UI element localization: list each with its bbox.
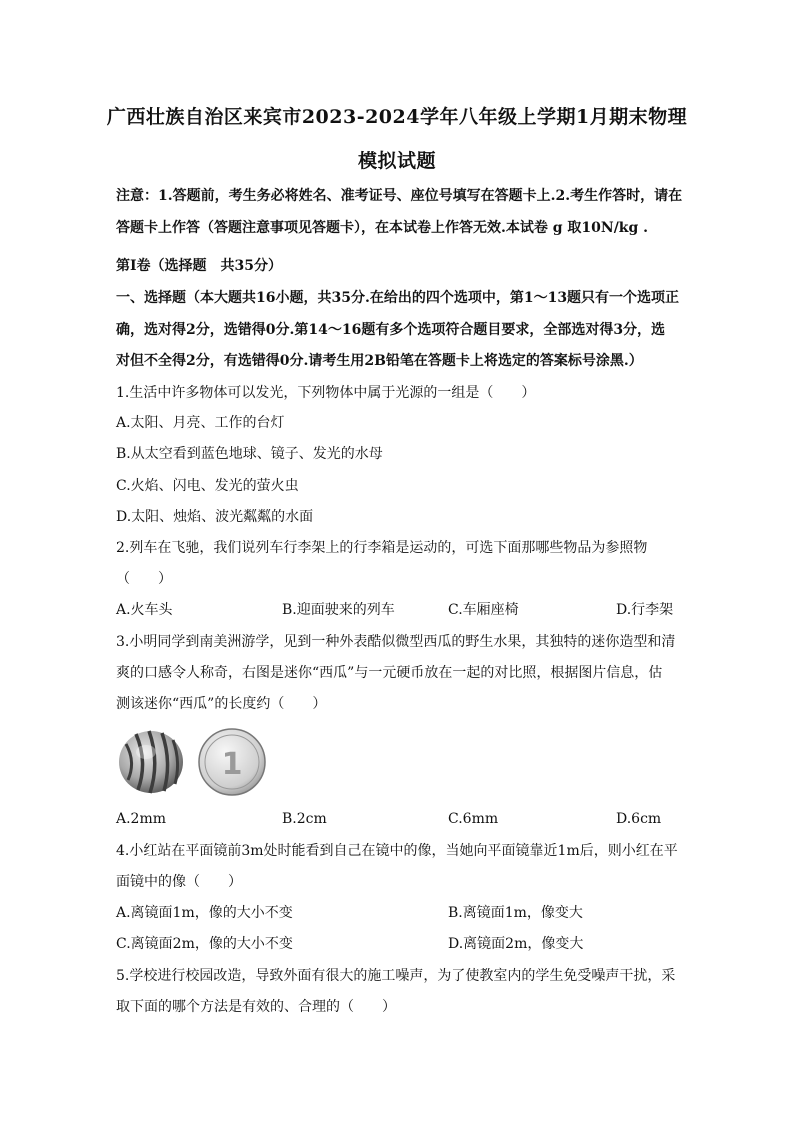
q2-stem-line2: （ ） (116, 571, 172, 587)
q2-option-b: B.迎面驶来的列车 (282, 602, 395, 618)
q4-option-b: B.离镜面1m，像变大 (448, 905, 583, 921)
q1-option-c: C.火焰、闪电、发光的萤火虫 (116, 478, 299, 494)
section-intro-line-2: 确，选对得2分，选错得0分.第14～16题有多个选项符合题目要求，全部选对得3分，选 (116, 322, 666, 338)
q4-stem: 4.小红站在平面镜前3m处时能看到自己在镜中的像，当她向平面镜靠近1m后，则小红在平 (116, 843, 678, 859)
q5-stem: 5.学校进行校园改造，导致外面有很大的施工噪声，为了使教室内的学生免受噪声干扰，采 (116, 968, 676, 984)
q1-option-d: D.太阳、烛焰、波光粼粼的水面 (116, 509, 314, 525)
watermelon-coin-photo (116, 722, 276, 802)
q2-stem: 2.列车在飞驰，我们说列车行李架上的行李箱是运动的，可选下面那哪些物品为参照物 (116, 540, 648, 556)
q2-option-d: D.行李架 (616, 602, 674, 618)
section-intro-line-1: 一、选择题（本大题共16小题，共35分.在给出的四个选项中，第1～13题只有一个选项正 (116, 290, 680, 306)
q3-stem-line2: 爽的口感令人称奇，右图是迷你“西瓜”与一元硬币放在一起的对比照，根据图片信息，估 (116, 665, 663, 681)
q2-option-a: A.火车头 (116, 602, 173, 618)
q3-option-b: B.2cm (282, 811, 327, 827)
q3-stem: 3.小明同学到南美洲游学，见到一种外表酷似微型西瓜的野生水果，其独特的迷你造型和清 (116, 634, 676, 650)
one-yuan-coin-icon (199, 729, 265, 795)
coin-denomination: 1 (221, 747, 243, 782)
q4-option-d: D.离镜面2m，像变大 (448, 936, 584, 952)
q2-option-c: C.车厢座椅 (448, 602, 519, 618)
section-intro-line-3: 对但不全得2分，有选错得0分.请考生用2B铅笔在答题卡上将选定的答案标号涂黑.） (116, 353, 643, 369)
exam-title: 广西壮族自治区来宾市2023-2024学年八年级上学期1月期末物理 (106, 106, 688, 128)
q4-option-c: C.离镜面2m，像的大小不变 (116, 936, 293, 952)
exam-title-line2: 模拟试题 (357, 150, 436, 172)
q3-option-c: C.6mm (448, 811, 499, 827)
q1-option-a: A.太阳、月亮、工作的台灯 (116, 415, 285, 431)
q3-option-d: D.6cm (616, 811, 662, 827)
q4-option-a: A.离镜面1m，像的大小不变 (116, 905, 293, 921)
q3-option-a: A.2mm (116, 811, 167, 827)
q4-stem-line2: 面镜中的像（ ） (116, 874, 242, 890)
notice-line-1: 注意：1.答题前，考生务必将姓名、准考证号、座位号填写在答题卡上.2.考生作答时，请在 (116, 188, 683, 204)
q1-stem: 1.生活中许多物体可以发光，下列物体中属于光源的一组是（ ） (116, 385, 536, 401)
q3-stem-line3: 测该迷你“西瓜”的长度约（ ） (116, 696, 327, 712)
q5-stem-line2: 取下面的哪个方法是有效的、合理的（ ） (116, 999, 396, 1015)
mini-watermelon-icon (119, 731, 183, 793)
section-heading: 第Ⅰ卷（选择题 共35分） (116, 258, 283, 274)
notice-line-2: 答题卡上作答（答题注意事项见答题卡），在本试卷上作答无效.本试卷 g 取10N/kg . (116, 220, 649, 236)
q1-option-b: B.从太空看到蓝色地球、镜子、发光的水母 (116, 446, 383, 462)
